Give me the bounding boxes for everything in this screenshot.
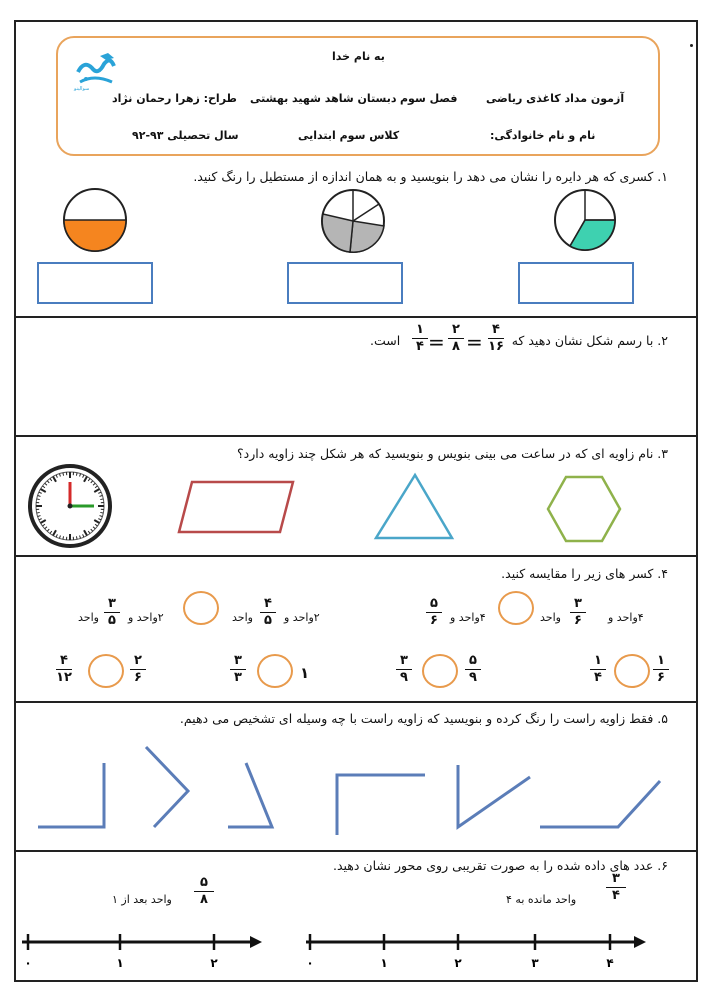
q3-shapes	[0, 460, 720, 550]
bismillah: به نام خدا	[332, 50, 385, 63]
answer-box-thirds[interactable]	[518, 262, 634, 304]
corner-dot	[690, 44, 693, 47]
axis-tick-label: ۰	[306, 956, 314, 970]
q5-angles	[0, 735, 720, 845]
exam-title: آزمون مداد کاغذی ریاضی	[486, 92, 625, 105]
clock-tick	[76, 536, 77, 539]
angle-5-right-rotated	[146, 747, 188, 827]
hexagon-shape	[548, 477, 620, 541]
q2-frac-2-8: ۲ ۸	[448, 323, 464, 354]
q6-text: ۶. عدد های داده شده را به صورت تقریبی روی محور نشان دهید.	[332, 858, 668, 873]
q4-text: ۴. کسر های زیر را مقایسه کنید.	[501, 566, 668, 581]
student-name-label: نام و نام خانوادگی:	[490, 129, 596, 142]
triangle-shape	[376, 475, 452, 538]
school-name: دبستان شاهد شهید بهشتی	[250, 92, 397, 105]
q2-equals-2: =	[428, 330, 445, 354]
q4-r1b-compare[interactable]	[183, 591, 219, 625]
q2-prefix: ۲. با رسم شکل نشان دهید که	[511, 333, 668, 348]
q4-r1b-vahed: واحد	[232, 611, 253, 624]
q4-r2-d-compare[interactable]	[88, 654, 124, 688]
q2-equals-1: =	[466, 330, 483, 354]
q1-circles	[0, 188, 720, 268]
q4-r2-d-frac1: ۲ ۶	[130, 654, 146, 685]
answer-box-fifths[interactable]	[287, 262, 403, 304]
angle-3-right	[337, 775, 425, 835]
q4-r2-d-frac2: ۴ ۱۲	[56, 653, 72, 685]
answer-box-halves[interactable]	[37, 262, 153, 304]
circle-halves	[64, 189, 126, 251]
angle-4-acute	[228, 763, 272, 827]
q4-r1a-right-frac: ۵ ۶	[426, 597, 442, 628]
q4-r2-b-compare[interactable]	[422, 654, 458, 688]
q4-r1a-compare[interactable]	[498, 591, 534, 625]
q2-suffix: است.	[370, 333, 401, 348]
q6-left-frac: ۵ ۸	[194, 876, 214, 907]
q6-right-label: واحد مانده به ۴	[506, 893, 577, 906]
circle-thirds	[555, 190, 615, 250]
circle-fifths	[322, 190, 384, 252]
clock-tick	[100, 512, 103, 513]
chapter-label: فصل سوم	[400, 92, 458, 105]
school-year-label: سال تحصیلی ۹۳-۹۲	[132, 129, 239, 142]
angle-1-obtuse	[540, 781, 660, 827]
clock-tick	[63, 473, 64, 476]
clock-icon	[30, 466, 110, 546]
q4-r1b-right-frac: ۳ ۵	[104, 597, 120, 628]
q4-r1b-left-frac: ۴ ۵	[260, 597, 276, 628]
q4-r2-a-compare[interactable]	[614, 654, 650, 688]
parallelogram-shape	[179, 482, 293, 532]
q4-r2-c-whole: ۱	[300, 664, 310, 682]
q4-r1b-left-unit: ۲واحد و	[284, 611, 320, 624]
q4-r1b-right-unit: ۲واحد و	[128, 611, 164, 624]
site-logo	[74, 52, 118, 90]
grade-label: کلاس سوم ابتدایی	[298, 129, 400, 142]
q5-text: ۵. فقط زاویه راست را رنگ کرده و بنویسید که زاویه راست با چه وسیله ای تشخیص می دهیم.	[179, 711, 668, 726]
angle-6-right	[38, 763, 104, 827]
clock-tick	[100, 499, 103, 500]
q4-r2-a-frac1: ۱ ۶	[653, 654, 669, 685]
q2-frac-4-16: ۴ ۱۶	[488, 322, 504, 354]
q4-r2-b-frac2: ۳ ۹	[396, 654, 412, 685]
logo-text: سوالینو	[74, 86, 90, 92]
q4-r1a-left-frac: ۳ ۶	[570, 597, 586, 628]
axis-tick-label: ۱	[116, 956, 124, 970]
clock-tick	[37, 512, 40, 513]
q6-left-label: واحد بعد از ۱	[112, 893, 172, 906]
axis-tick-label: ۲	[210, 956, 218, 970]
axis-tick-label: ۴	[606, 956, 614, 970]
q3-text: ۳. نام زاویه ای که در ساعت می بینی بنویس و بنویسید که هر شکل چند زاویه دارد؟	[237, 446, 668, 461]
q4-r1b-vahed-2: واحد	[78, 611, 99, 624]
clock-tick	[37, 499, 40, 500]
q6-right-frac: ۳ ۴	[606, 872, 626, 903]
axis-tick-label: ۳	[531, 956, 539, 970]
angle-2-acute	[458, 765, 530, 827]
q4-r2-c-compare[interactable]	[257, 654, 293, 688]
q4-r1a-vahed: واحد	[540, 611, 561, 624]
q4-r2-c-frac: ۳ ۳	[230, 654, 246, 685]
q2-frac-1-4: ۱ ۴	[412, 323, 428, 354]
clock-tick	[63, 536, 64, 539]
axis-tick-label: ۱	[380, 956, 388, 970]
clock-tick	[76, 473, 77, 476]
axis-tick-label: ۰	[24, 956, 32, 970]
axis-tick-label: ۲	[454, 956, 462, 970]
q4-r2-b-frac1: ۵ ۹	[465, 654, 481, 685]
q4-r1a-right-unit: ۴واحد و	[450, 611, 486, 624]
q4-r2-a-frac2: ۱ ۴	[590, 654, 606, 685]
q4-r1a-left-unit: ۴واحد و	[608, 611, 644, 624]
logo-graphic	[74, 52, 118, 90]
designer-name: طراح: زهرا رحمان نژاد	[112, 92, 237, 105]
number-line-left	[0, 930, 720, 970]
q1-text: ۱. کسری که هر دایره را نشان می دهد را بنویسید و به همان اندازه از مستطیل را رنگ کنید.	[193, 169, 668, 184]
